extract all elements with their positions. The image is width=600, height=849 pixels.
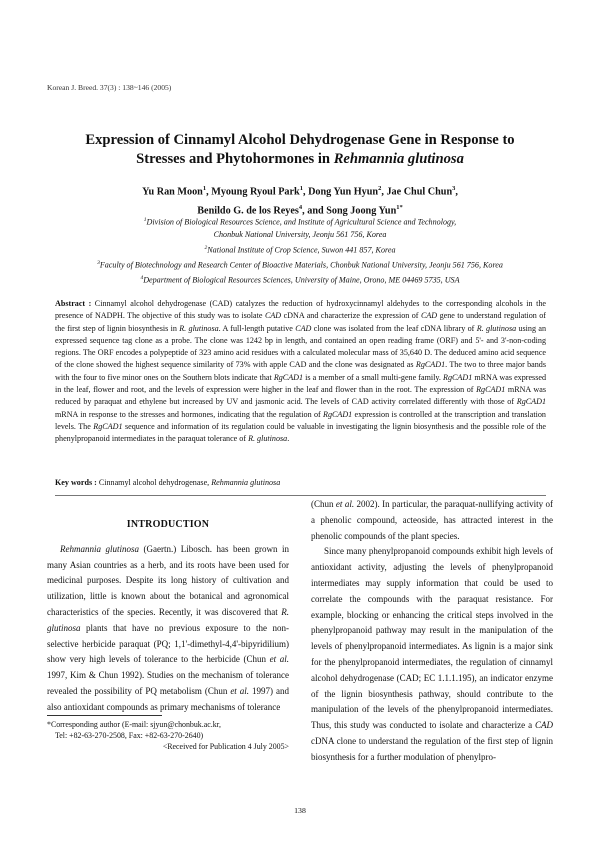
journal-reference: Korean J. Breed. 37(3) : 138~146 (2005) — [47, 83, 172, 92]
affiliation-3: $^3$Faculty of Biotechnology and Research Center of Bioactive Materials, Chonbuk National University, Jeonju 561 756, Korea — [97, 259, 503, 270]
intro-paragraph-2: Since many phenylpropanoid compounds exhibit high levels of antioxidant activity, adjusting the levels of phenylpropanoid intermediates may supply information that could be used to correlate the compounds with the paraquat resistance. For example, blocking or enhancing the critical steps involved in the phenylpropanoid pathway may result in the manipulation of the levels of phenylpropanoid intermediates. As lignin is a major sink for the phenylpropanoid intermediates, the regulation of cinnamyl alcohol dehydrogenase (CAD; EC 1.1.1.195), an indicator enzyme of the lignin biosynthesis pathway, should contribute to the manipulation of the levels of the phenylpropanoid intermediates. Thus, this study was conducted to isolate and characterize a CAD cDNA clone to understand the regulation of the first step of lignin biosynthesis for a further modulation of phenylpro- — [311, 546, 553, 762]
affiliation-2: $^2$National Institute of Crop Science, Suwon 441 857, Korea — [204, 244, 396, 255]
author-name: Song Joong Yun — [326, 205, 397, 217]
intro-paragraph-1: Rehmannia glutinosa (Gaertn.) Libosch. has been grown in many Asian countries as a herb, and its roots have been used for medicinal purposes. Despite its long history of cultivation and utilization, little is known about the botanical and agronomical characteristics of the species. Recently, it was discovered that R. glutinosa plants that have no previous exposure to the non-selective herbicide paraquat (PQ; 1,1'-dimethyl-4,4'-bipyridilium) show very high levels of tolerance to the herbicide (Chun et al. 1997, Kim & Chun 1992). Studies on the mechanism of tolerance revealed the possibility of PQ metabolism (Chun et al. 1997) and also antioxidant compounds as primary mechanisms of tolerance — [47, 543, 290, 712]
title-species: Rehmannia glutinosa — [333, 151, 464, 167]
intro-paragraph-1-continued: (Chun et al. 2002). In particular, the paraquat-nullifying activity of a phenolic compound, acteoside, has attracted interest in the phenolic compounds of the plant species. — [311, 499, 554, 541]
title-line-2 — [40, 150, 560, 169]
affiliation-4: $^4$Department of Biological Resources Sciences, University of Maine, Orono, ME 04469 5735, USA — [140, 274, 460, 285]
author-name: Myoung Ryoul Park — [211, 186, 300, 198]
affiliation-1-cont: Chonbuk National University, Jeonju 561 756, Korea — [213, 230, 387, 240]
footnote-line-1: *Corresponding author (E-mail: sjyun@chonbuk.ac.kr, — [47, 720, 221, 729]
received-date: <Received for Publication 4 July 2005> — [162, 742, 289, 751]
author-affil-mark: 2 — [378, 185, 382, 192]
author-affil-mark: 1* — [396, 204, 403, 212]
author-name: Dong Yun Hyun — [308, 186, 379, 198]
left-column — [47, 517, 289, 716]
author-affil-mark: 4 — [298, 204, 303, 212]
introduction-heading: INTRODUCTION — [126, 519, 210, 530]
author-name: Yu Ran Moon — [142, 186, 203, 198]
author-name: Jae Chul Chun — [386, 186, 453, 198]
keywords-label: Key words : — [55, 478, 97, 487]
author-affil-mark: 1 — [202, 185, 207, 192]
page-number: 138 — [294, 806, 306, 815]
footnote-line-2: Tel: +82-63-270-2508, Fax: +82-63-270-2640) — [55, 731, 204, 740]
affiliations — [40, 214, 560, 287]
keywords: Key words : Cinnamyl alcohol dehydrogenase, Rehmannia glutinosa — [55, 478, 281, 487]
paper-title — [40, 131, 560, 169]
abstract-divider — [55, 495, 546, 496]
author-affil-mark: 1 — [299, 185, 303, 192]
affiliation-1: $^1$Division of Biological Resources Science, and Institute of Agricultural Science and Technology, — [143, 217, 457, 227]
author-name: Benildo G. de los Reyes — [197, 205, 299, 217]
author-affil-mark: 3 — [452, 185, 456, 192]
abstract-label: Abstract : — [55, 299, 92, 308]
author-line-1: Yu Ran Moon$^1$, Myoung Ryoul Park$^1$, Dong Yun Hyun$^2$, Jae Chul Chun$^3$, — [142, 185, 458, 198]
abstract: Abstract : Cinnamyl alcohol dehydrogenase (CAD) catalyzes the reduction of hydroxycinnamyl aldehydes to the corresponding alcohols in the presence of NADPH. The objective of this study was to isolate CAD cDNA and characterize the expression of CAD gene to understand regulation of the first step of lignin biosynthesis in R. glutinosa. A full-length putative CAD clone was isolated from the leaf cDNA library of R. glutinosa using an expressed sequence tag clone as a probe. The clone was 1242 bp in length, and contained an open reading frame (ORF) and 5'- and 3'-non-coding regions. The ORF encodes a polypeptide of 323 amino acid residues with a calculated molecular mass of 35,640 D. The deduced amino acid sequence of the clone showed the highest sequence similarity of 73% with apple CAD and the clone was designated as RgCAD1. The two to three major bands with the four to five minor ones on the Southern blots indicate that RgCAD1 is a member of a small multi-gene family. RgCAD1 mRNA was expressed in the leaf, flower and root, and the levels of expression were higher in the leaf and flower than in the root. The expression of RgCAD1 mRNA was reduced by paraquat and ethylene but increased by UV and jasmonic acid. The levels of CAD activity correlated differently with those of RgCAD1 mRNA in response to the stresses and hormones, indicating that the regulation of RgCAD1 expression is controlled at the transcription and translation levels. The RgCAD1 sequence and information of its regulation could be valuable in investigating the lignin biosynthesis and the possible role of the phenylpropanoid intermediates in the paraquat tolerance of R. glutinosa. — [55, 299, 547, 444]
title-line-2-prefix: Stresses and Phytohormones in — [136, 151, 334, 167]
author-line-2: Benildo G. de los Reyes$^4$, and Song Joong Yun$^{1*}$ — [197, 204, 403, 217]
title-line-1: Expression of Cinnamyl Alcohol Dehydrogenase Gene in Response to — [85, 132, 515, 148]
footnote-divider — [47, 715, 162, 716]
right-column — [311, 497, 553, 766]
corresponding-author-footnote — [47, 715, 289, 752]
